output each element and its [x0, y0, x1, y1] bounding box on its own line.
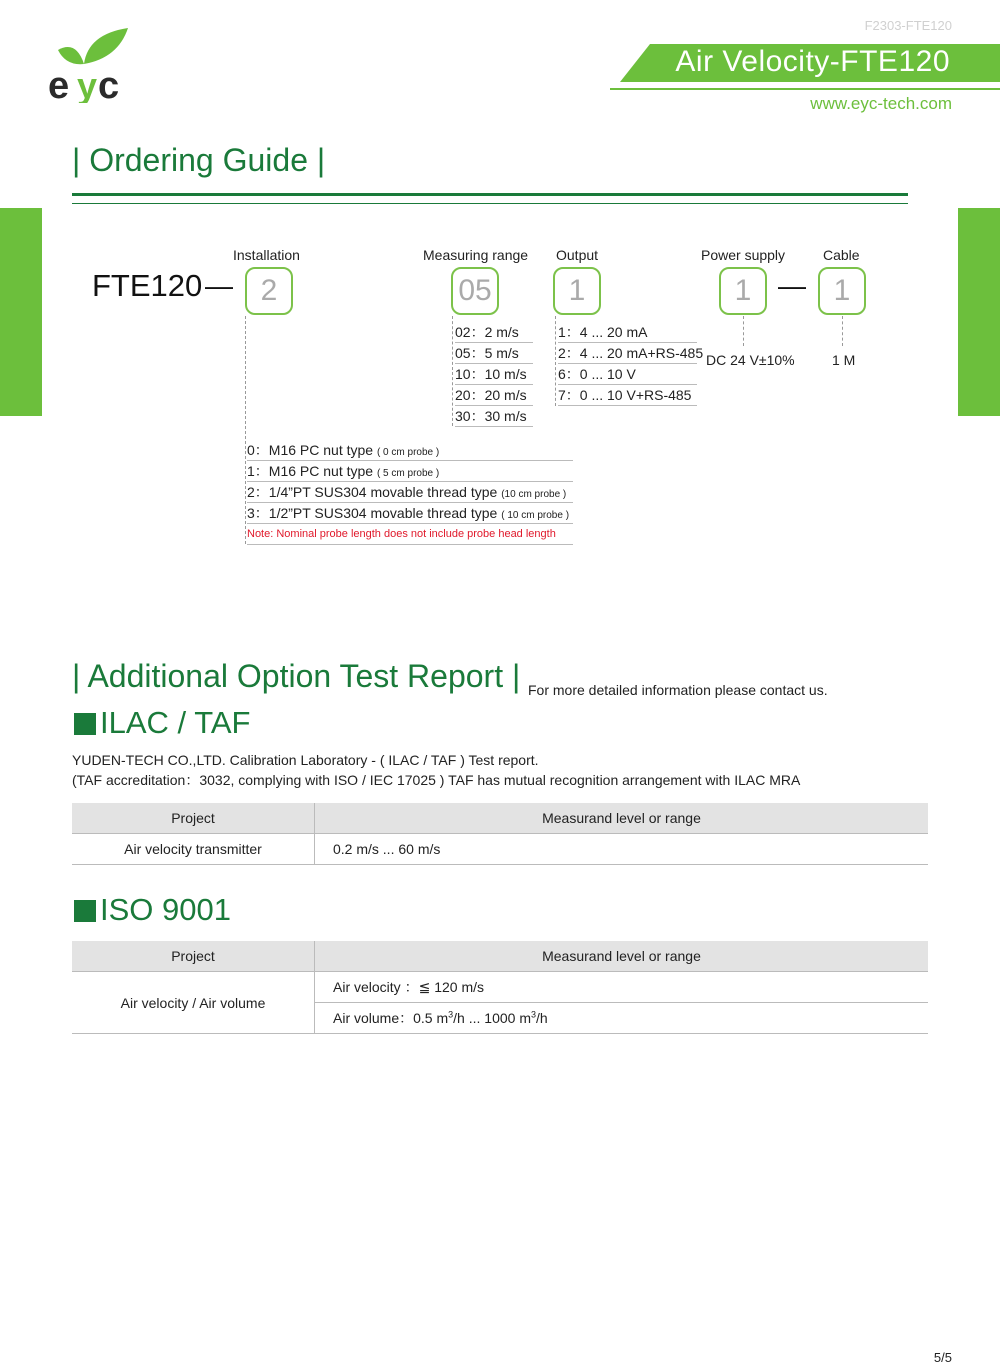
project-cell: Air velocity / Air volume: [72, 972, 315, 1034]
heading-rule-thick: [72, 193, 908, 196]
list-item: 10：10 m/s: [455, 365, 533, 385]
code-box-measuring-range: 05: [451, 267, 499, 315]
document-id: F2303-FTE120: [864, 18, 952, 33]
list-item: 20：20 m/s: [455, 386, 533, 406]
list-item: 7：0 ... 10 V+RS-485: [558, 386, 697, 406]
connector-output: [555, 316, 556, 406]
list-item: 0：M16 PC nut type ( 0 cm probe ): [247, 441, 573, 461]
right-side-bar: [958, 208, 1000, 416]
col-project-header: Project: [72, 941, 315, 972]
code-box-output: 1: [553, 267, 601, 315]
connector-installation: [245, 316, 246, 544]
category-cable: Cable: [823, 247, 860, 263]
code-box-power-supply: 1: [719, 267, 767, 315]
category-power-supply: Power supply: [701, 247, 786, 263]
list-item: 02：2 m/s: [455, 323, 533, 343]
list-item: 6：0 ... 10 V: [558, 365, 697, 385]
list-item: 05：5 m/s: [455, 344, 533, 364]
connector-cable: [842, 316, 843, 346]
iso-9001-heading: ISO 9001: [74, 892, 231, 928]
col-range-header: Measurand level or range: [315, 941, 929, 972]
page-title: Air Velocity-FTE120: [675, 45, 950, 78]
list-item: 2：1/4”PT SUS304 movable thread type (10 cm probe ): [247, 483, 573, 503]
svg-text:e: e: [48, 65, 70, 103]
svg-text:y: y: [77, 65, 98, 103]
list-item: 30：30 m/s: [455, 407, 533, 427]
range-cell: Air velocity ：≦ 120 m/s: [315, 972, 929, 1003]
list-item: 2：4 ... 20 mA+RS-485: [558, 344, 697, 364]
code-box-cable: 1: [818, 267, 866, 315]
connector-power-supply: [743, 316, 744, 346]
ilac-taf-heading: ILAC / TAF: [74, 705, 250, 741]
power-supply-value: DC 24 V±10%: [706, 352, 795, 368]
svg-text:c: c: [98, 65, 120, 103]
table-row: [72, 834, 928, 865]
square-bullet-icon: [74, 713, 96, 735]
ilac-line-2: (TAF accreditation：3032, complying with ISO / IEC 17025 ) TAF has mutual recognition arrangement with ILAC MRA: [72, 772, 801, 788]
website-link[interactable]: www.eyc-tech.com: [810, 94, 952, 113]
category-measuring-range: Measuring range: [423, 247, 529, 263]
category-installation: Installation: [233, 247, 300, 263]
list-item: 1：M16 PC nut type ( 5 cm probe ): [247, 462, 573, 482]
title-underline: [610, 88, 1000, 90]
dash-separator: —: [205, 270, 233, 301]
model-name: FTE120: [92, 268, 203, 303]
ilac-table: [72, 803, 928, 865]
square-bullet-icon: [74, 900, 96, 922]
code-box-installation: 2: [245, 267, 293, 315]
col-range-header: Measurand level or range: [315, 803, 929, 834]
dash-separator: —: [778, 270, 806, 301]
additional-heading: | Additional Option Test Report |: [72, 658, 521, 694]
connector-measuring-range: [452, 316, 453, 426]
eyc-logo: [48, 28, 133, 103]
range-cell: Air volume：0.5 $m^3/h$ ... 1000 $m^3/h$: [315, 1003, 929, 1034]
table-header-row: [72, 803, 928, 834]
list-item: 1：4 ... 20 mA: [558, 323, 697, 343]
page-number: 5/5: [933, 1350, 952, 1365]
measuring-range-options: [455, 323, 533, 427]
table-header-row: [72, 941, 928, 972]
heading-rule-thin: [72, 203, 908, 204]
category-output: Output: [556, 247, 599, 263]
cable-value: 1 M: [832, 352, 856, 368]
table-row: [72, 972, 928, 1003]
list-item: 3：1/2”PT SUS304 movable thread type ( 10 cm probe ): [247, 504, 573, 524]
iso-table: [72, 941, 928, 1034]
contact-note: For more detailed information please contact us.: [528, 682, 828, 698]
col-project-header: Project: [72, 803, 315, 834]
ilac-line-1: YUDEN-TECH CO.,LTD. Calibration Laboratory - ( ILAC / TAF ) Test report.: [72, 752, 539, 768]
project-cell: Air velocity transmitter: [72, 834, 315, 865]
range-cell: 0.2 m/s ... 60 m/s: [315, 834, 929, 865]
left-side-bar: [0, 208, 42, 416]
output-options: [558, 323, 704, 406]
installation-options: [247, 441, 573, 545]
installation-note: Note: Nominal probe length does not include probe head length: [247, 525, 573, 545]
ordering-guide-heading: | Ordering Guide |: [72, 142, 326, 178]
